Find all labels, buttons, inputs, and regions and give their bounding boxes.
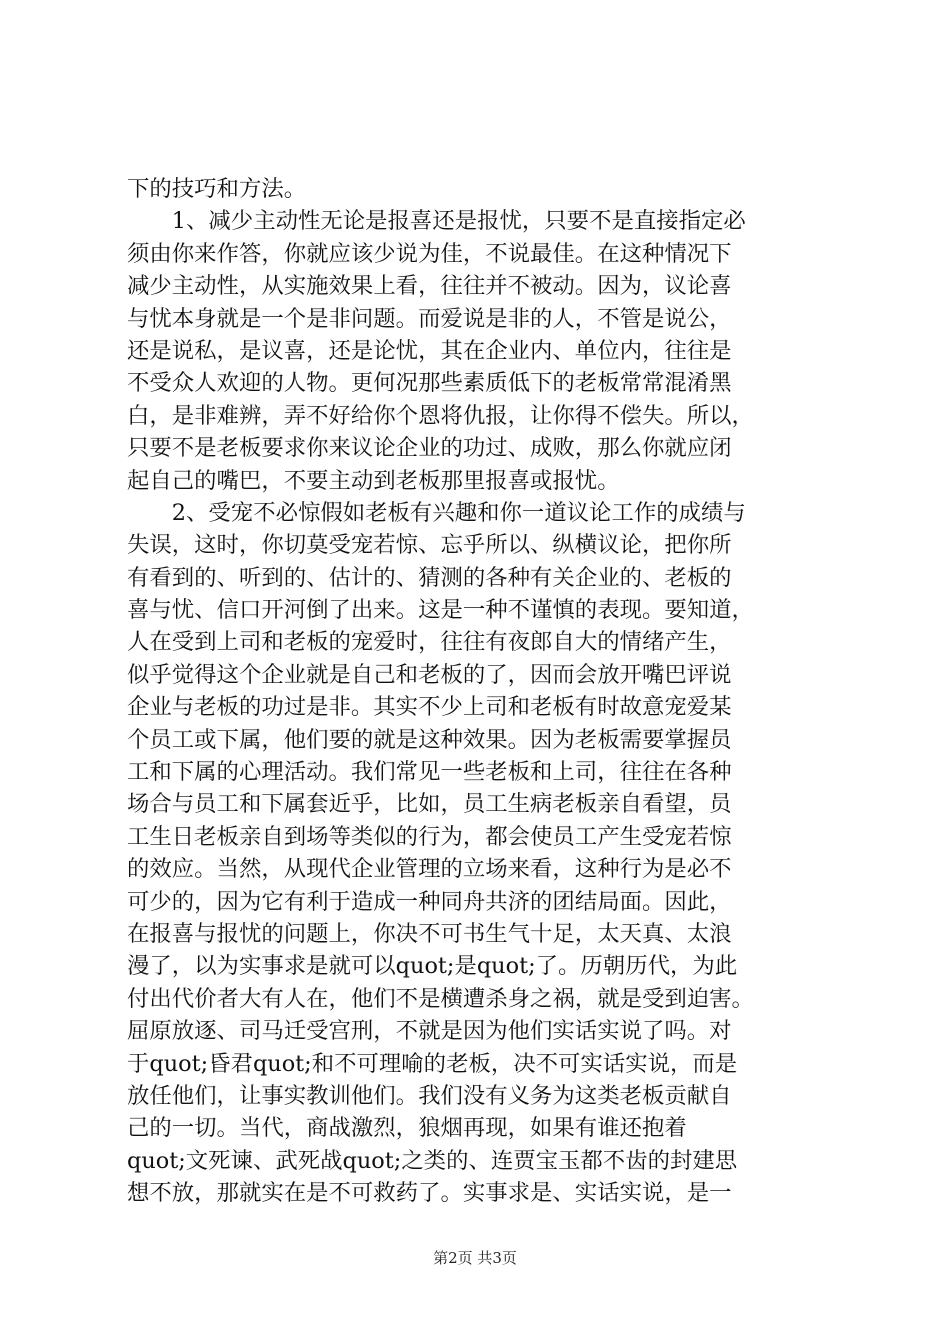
text-line: 不受众人欢迎的人物。更何况那些素质低下的老板常常混淆黑: [127, 370, 732, 397]
text-line: 企业与老板的功过是非。其实不少上司和老板有时故意宠爱某: [127, 694, 732, 721]
text-line: 喜与忧、信口开河倒了出来。这是一种不谨慎的表现。要知道，: [127, 597, 754, 624]
text-line: 在报喜与报忧的问题上，你决不可书生气十足，太天真、太浪: [127, 920, 732, 947]
text-line: 于quot;昏君quot;和不可理喻的老板，决不可实话实说，而是: [127, 1050, 738, 1077]
text-line: quot;文死谏、武死战quot;之类的、连贾宝玉都不齿的封建思: [127, 1147, 738, 1174]
text-line: 有看到的、听到的、估计的、猜测的各种有关企业的、老板的: [127, 564, 732, 591]
text-line: 失误，这时，你切莫受宠若惊、忘乎所以、纵横议论，把你所: [127, 532, 732, 559]
text-line: 1、减少主动性无论是报喜还是报忧，只要不是直接指定必: [127, 208, 746, 235]
text-line: 己的一切。当代，商战激烈，狼烟再现，如果有谁还抱着: [127, 1115, 687, 1142]
text-line: 下的技巧和方法。: [127, 176, 307, 202]
text-line: 想不放，那就实在是不可救药了。实事求是、实话实说，是一: [127, 1180, 732, 1207]
text-line: 场合与员工和下属套近乎，比如，员工生病老板亲自看望，员: [127, 791, 732, 818]
text-line: 工和下属的心理活动。我们常见一些老板和上司，往往在各种: [127, 759, 732, 786]
text-line: 放任他们，让事实教训他们。我们没有义务为这类老板贡献自: [127, 1082, 732, 1109]
text-line: 白，是非难辨，弄不好给你个恩将仇报，让你得不偿失。所以，: [127, 402, 754, 429]
text-line: 只要不是老板要求你来议论企业的功过、成败，那么你就应闭: [127, 435, 732, 462]
text-line: 减少主动性，从实施效果上看，往往并不被动。因为，议论喜: [127, 273, 732, 300]
text-line: 的效应。当然，从现代企业管理的立场来看，这种行为是必不: [127, 856, 732, 883]
text-line: 屈原放逐、司马迁受宫刑，不就是因为他们实话实说了吗。对: [127, 1018, 732, 1045]
text-line: 可少的，因为它有利于造成一种同舟共济的团结局面。因此，: [127, 888, 732, 915]
text-line: 漫了，以为实事求是就可以quot;是quot;了。历朝历代，为此: [127, 953, 738, 980]
text-line: 起自己的嘴巴，不要主动到老板那里报喜或报忧。: [127, 467, 620, 494]
text-line: 个员工或下属，他们要的就是这种效果。因为老板需要掌握员: [127, 726, 732, 753]
text-line: 人在受到上司和老板的宠爱时，往往有夜郎自大的情绪产生，: [127, 629, 732, 656]
text-line: 付出代价者大有人在，他们不是横遭杀身之祸，就是受到迫害。: [127, 985, 754, 1012]
text-line: 工生日老板亲自到场等类似的行为，都会使员工产生受宠若惊: [127, 823, 732, 850]
text-line: 须由你来作答，你就应该少说为佳，不说最佳。在这种情况下: [127, 240, 732, 267]
text-line: 与忧本身就是一个是非问题。而爱说是非的人，不管是说公，: [127, 305, 732, 332]
text-line: 还是说私，是议喜，还是论忧，其在企业内、单位内，往往是: [127, 337, 732, 364]
document-body: [127, 173, 832, 1210]
page-footer: 第2页 共3页: [433, 1249, 517, 1267]
text-line: 似乎觉得这个企业就是自己和老板的了，因而会放开嘴巴评说: [127, 661, 732, 688]
text-line: 2、受宠不必惊假如老板有兴趣和你一道议论工作的成绩与: [127, 499, 746, 526]
